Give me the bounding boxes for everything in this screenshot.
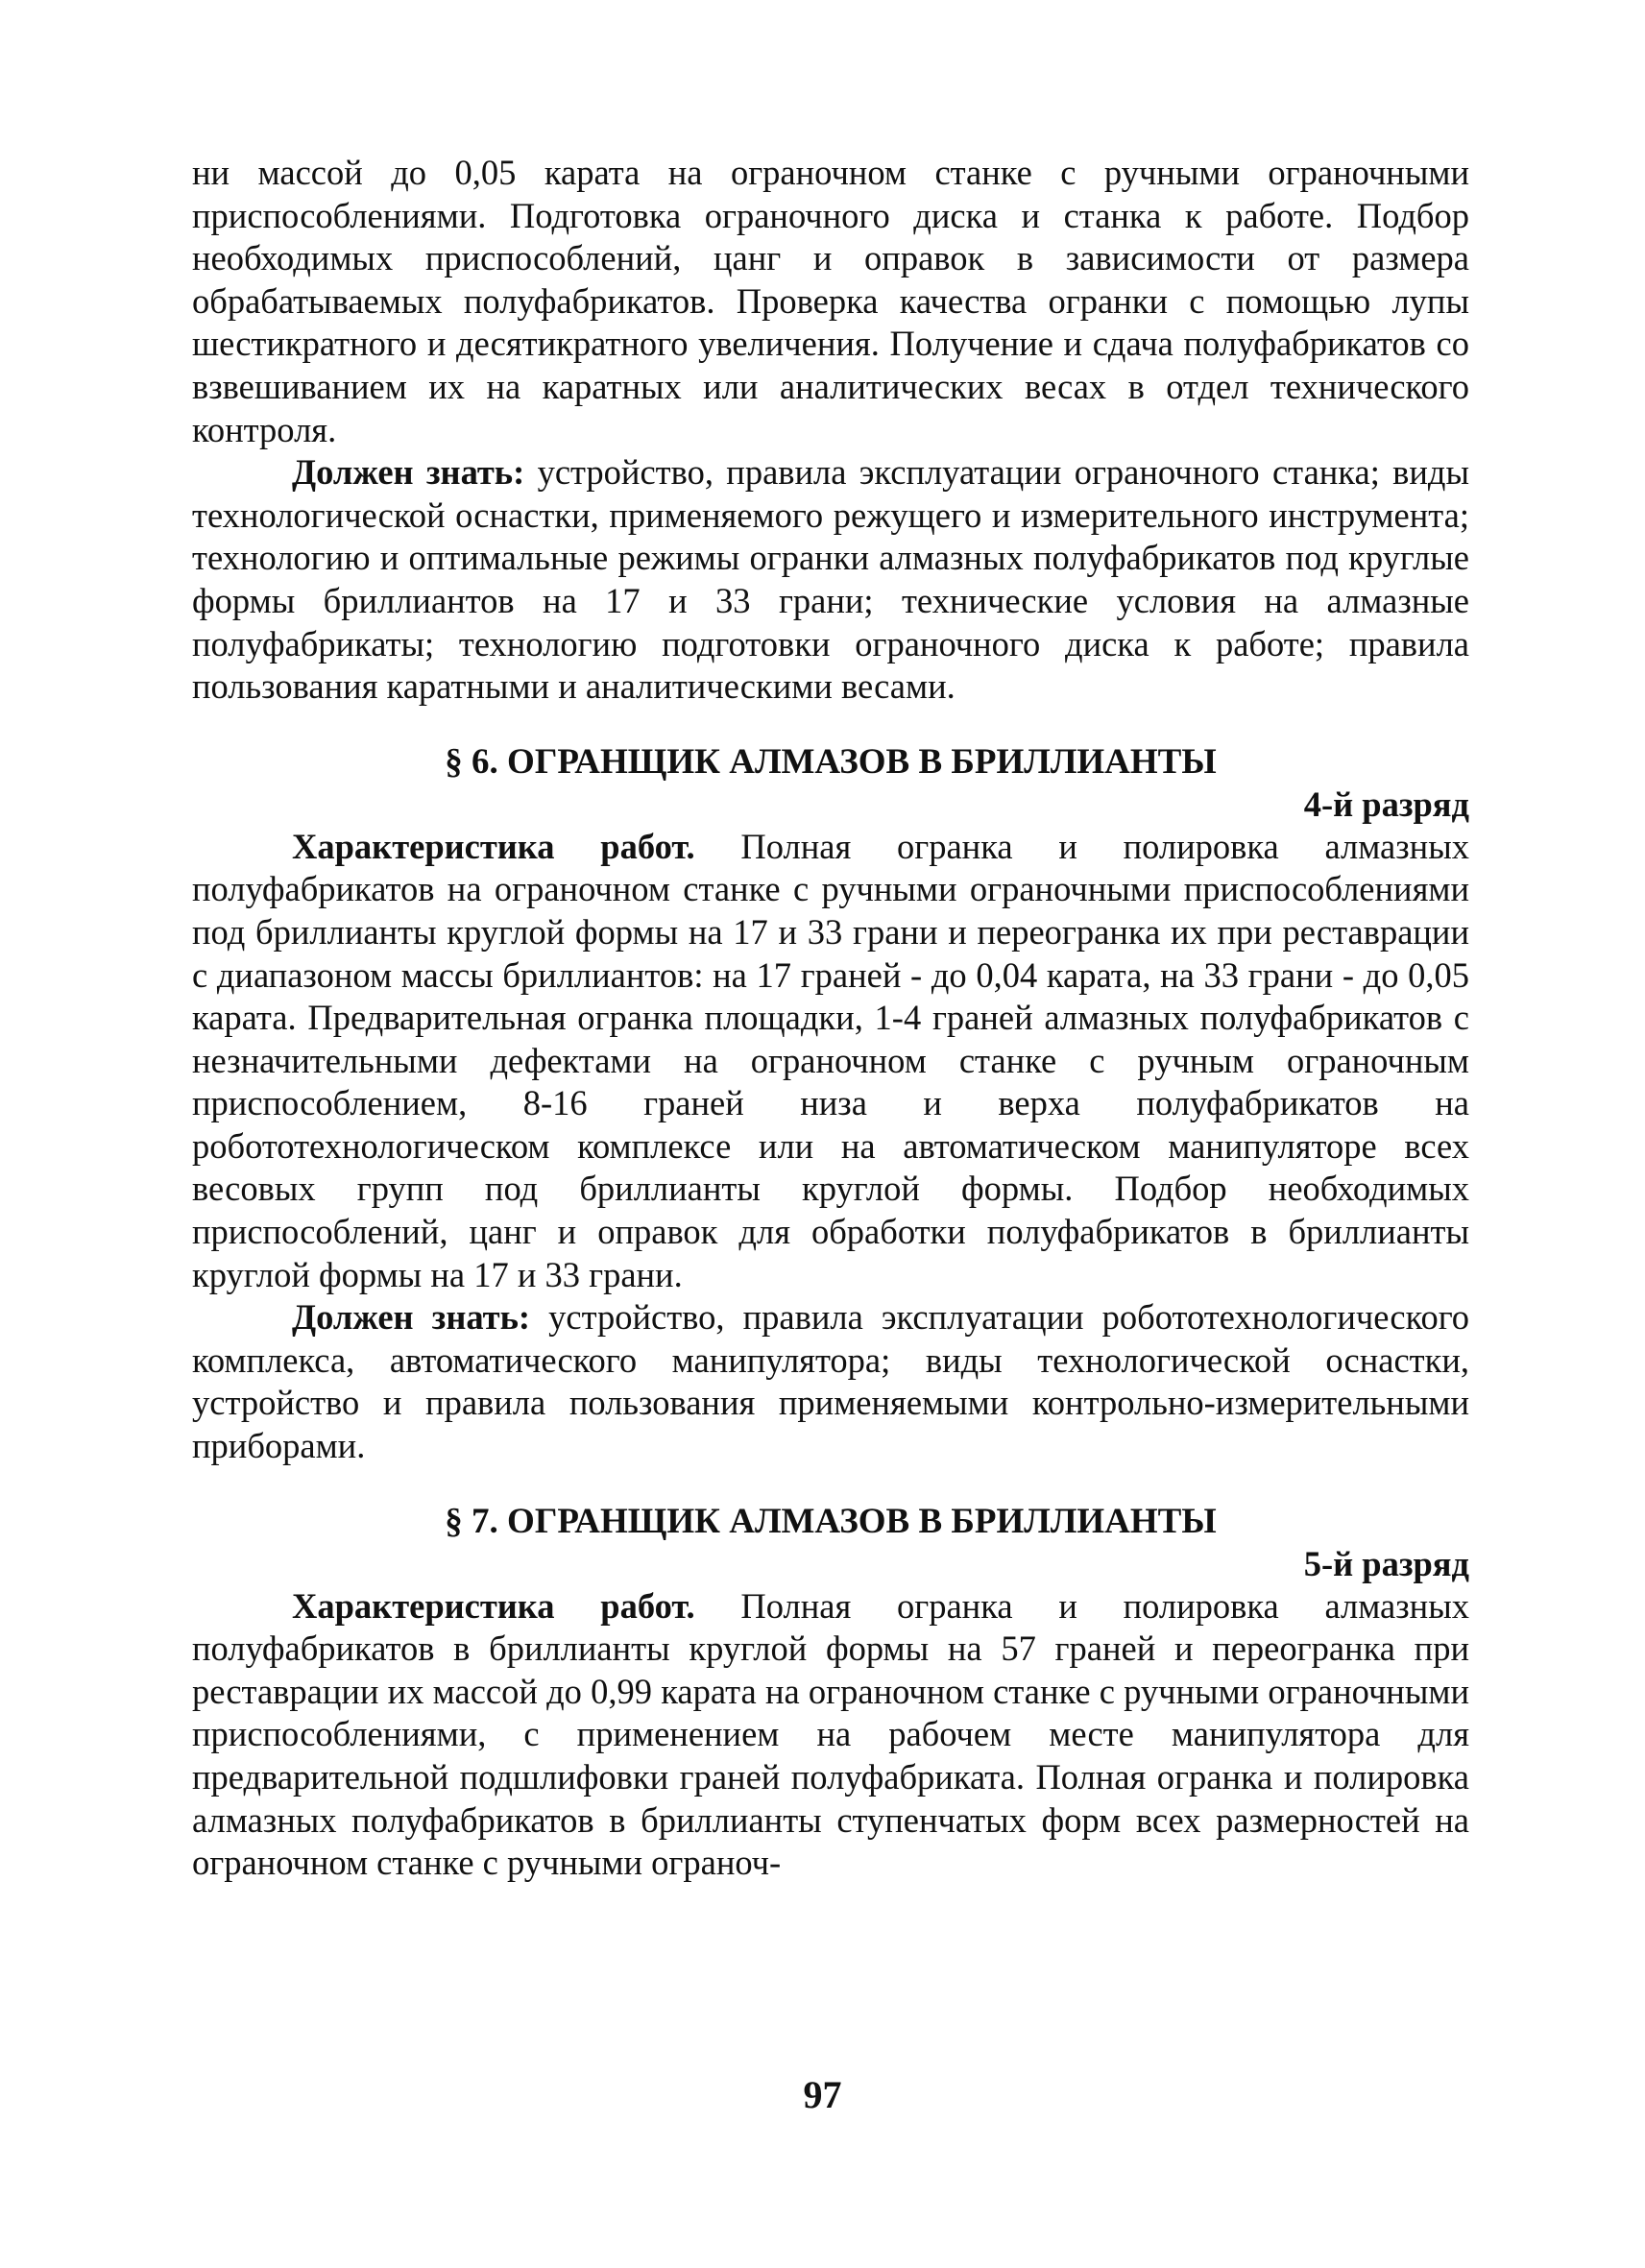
section-6-work-text: Полная огранка и полировка алмазных полуфабрикатов на ограночном станке с ручными ограночными приспособлениями под бриллианты круглой формы на 17 и 33 грани и переогранка их при реставрации с диапазоном массы бриллиантов: на 17 граней - до 0,04 карата, на 33 грани - до 0,05 карата. Предварительная огранка площадки, 1-4 граней алмазных полуфабрикатов с незначительными дефектами на ограночном станке с ручным ограночным приспособлением, 8-16 граней низа и верха полуфабрикатов на робототехнологическом комплексе или на автоматическом манипуляторе всех весовых групп под бриллианты круглой формы. Подбор необходимых приспособлений, цанг и оправок для обработки полуфабрикатов в бриллианты круглой формы на 17 и 33 грани. — [192, 826, 1469, 1294]
section-6-grade: 4-й разряд — [1303, 784, 1469, 824]
section-7-grade: 5-й разряд — [1303, 1543, 1469, 1583]
section-6-work-paragraph — [192, 826, 1469, 1297]
must-know-paragraph — [192, 451, 1469, 709]
intro-paragraph: ни массой до 0,05 карата на ограночном станке с ручными ограночными приспособлениями. Подготовка ограночного диска и станка к работе. Подбор необходимых приспособлений, цанг и оправок в зависимости от размера обрабатываемых полуфабрикатов. Проверка качества огранки с помощью лупы шестикратного и десятикратного увеличения. Получение и сдача полуфабрикатов со взвешиванием их на каратных или аналитических весах в отдел технического контроля. — [192, 153, 1469, 449]
section-6-work-lead: Характеристика работ. — [292, 826, 695, 866]
section-7-title: § 7. ОГРАНЩИК АЛМАЗОВ В БРИЛЛИАНТЫ — [445, 1501, 1217, 1541]
section-7-work-paragraph — [192, 1585, 1469, 1885]
must-know-text: устройство, правила эксплуатации ограночного станка; виды технологической оснастки, применяемого режущего и измерительного инструмента; технологию и оптимальные режимы огранки алмазных полуфабрикатов под круглые формы бриллиантов на 17 и 33 грани; технические условия на алмазные полуфабрикаты; технологию подготовки ограночного диска к работе; правила пользования каратными и аналитическими весами. — [192, 452, 1469, 707]
section-6-know-lead: Должен знать: — [292, 1297, 531, 1338]
section-7-work-text: Полная огранка и полировка алмазных полуфабрикатов в бриллианты круглой формы на 57 граней и переогранка при реставрации их массой до 0,99 карата на ограночном станке с ручными ограночными приспособлениями, с применением на рабочем месте манипулятора для предварительной подшлифовки граней полуфабриката. Полная огранка и полировка алмазных полуфабрикатов в бриллианты ступенчатых форм всех размерностей на ограночном станке с ручными ограноч- — [192, 1585, 1469, 1883]
must-know-lead: Должен знать: — [292, 452, 525, 493]
page-number: 97 — [803, 2073, 842, 2116]
section-6-title: § 6. ОГРАНЩИК АЛМАЗОВ В БРИЛЛИАНТЫ — [445, 741, 1217, 782]
section-7-work-lead: Характеристика работ. — [292, 1585, 695, 1626]
section-6-know-paragraph — [192, 1296, 1469, 1467]
document-page — [192, 152, 1469, 1885]
section-6-know-text: устройство, правила эксплуатации робототехнологического комплекса, автоматического манипулятора; виды технологической оснастки, устройство и правила пользования применяемыми контрольно-измерительными приборами. — [192, 1297, 1470, 1466]
